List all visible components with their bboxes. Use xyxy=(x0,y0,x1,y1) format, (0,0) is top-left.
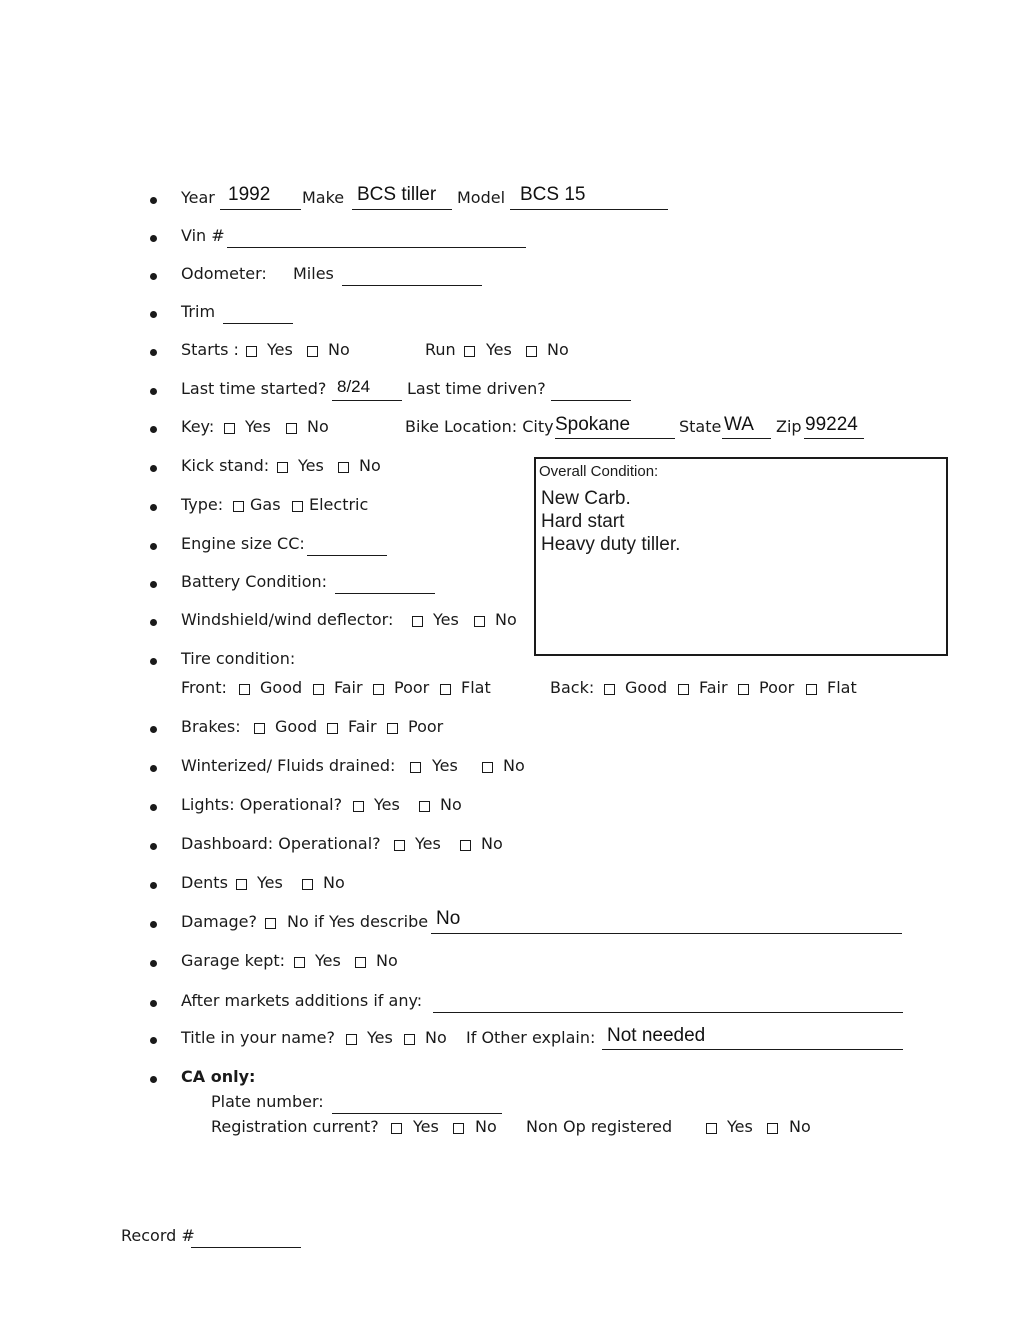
record-field-line[interactable] xyxy=(191,1247,301,1248)
starts-no-checkbox[interactable] xyxy=(307,346,318,357)
year-field-line[interactable] xyxy=(220,209,301,210)
bullet xyxy=(150,311,157,318)
kick-stand-no-label: No xyxy=(359,456,381,475)
non-op-yes-checkbox[interactable] xyxy=(706,1123,717,1134)
type-electric-checkbox[interactable] xyxy=(292,501,303,512)
overall-condition-text xyxy=(541,487,680,556)
starts-label: Starts : xyxy=(181,340,239,359)
lights-no-label: No xyxy=(440,795,462,814)
row-damage xyxy=(0,908,1024,938)
zip-field-line[interactable] xyxy=(804,438,864,439)
windshield-yes-checkbox[interactable] xyxy=(412,616,423,627)
starts-no-label: No xyxy=(328,340,350,359)
battery-field-line[interactable] xyxy=(335,593,435,594)
overall-condition-line: Heavy duty tiller. xyxy=(541,534,681,555)
trim-field-line[interactable] xyxy=(223,323,293,324)
back-fair-checkbox[interactable] xyxy=(678,684,689,695)
overall-condition-line: Hard start xyxy=(541,511,625,532)
explain-label: If Other explain: xyxy=(466,1028,596,1047)
type-electric-label: Electric xyxy=(309,495,369,514)
back-good-label: Good xyxy=(625,678,668,697)
back-flat-label: Flat xyxy=(827,678,857,697)
windshield-label: Windshield/wind deflector: xyxy=(181,610,394,629)
last-driven-field-line[interactable] xyxy=(551,400,631,401)
bullet xyxy=(150,1000,157,1007)
row-title xyxy=(0,1024,1024,1054)
miles-field-line[interactable] xyxy=(342,285,482,286)
bullet xyxy=(150,197,157,204)
dashboard-no-checkbox[interactable] xyxy=(460,840,471,851)
non-op-yes-label: Yes xyxy=(727,1117,753,1136)
row-last-started xyxy=(0,375,1024,405)
brakes-good-label: Good xyxy=(275,717,318,736)
overall-condition-title: Overall Condition: xyxy=(539,463,659,480)
back-fair-label: Fair xyxy=(699,678,728,697)
bullet xyxy=(150,843,157,850)
title-yes-checkbox[interactable] xyxy=(346,1034,357,1045)
row-key-location xyxy=(0,413,1024,443)
run-yes-checkbox[interactable] xyxy=(464,346,475,357)
damage-no-option-label: No if Yes describe xyxy=(287,912,429,931)
bullet xyxy=(150,921,157,928)
last-started-field-line[interactable] xyxy=(332,400,402,401)
front-poor-checkbox[interactable] xyxy=(373,684,384,695)
bullet xyxy=(150,581,157,588)
bullet xyxy=(150,1076,157,1083)
type-gas-label: Gas xyxy=(250,495,281,514)
model-label: Model xyxy=(457,188,506,207)
winterized-yes-checkbox[interactable] xyxy=(410,762,421,773)
key-no-checkbox[interactable] xyxy=(286,423,297,434)
state-label: State xyxy=(679,417,722,436)
last-started-value: 8/24 xyxy=(337,377,371,396)
front-fair-label: Fair xyxy=(334,678,363,697)
registration-no-checkbox[interactable] xyxy=(453,1123,464,1134)
key-yes-checkbox[interactable] xyxy=(224,423,235,434)
year-label: Year xyxy=(181,188,215,207)
bullet xyxy=(150,504,157,511)
type-label: Type: xyxy=(181,495,224,514)
bullet xyxy=(150,658,157,665)
engine-size-label: Engine size CC: xyxy=(181,534,305,553)
front-good-checkbox[interactable] xyxy=(239,684,250,695)
title-label: Title in your name? xyxy=(181,1028,335,1047)
bullet xyxy=(150,465,157,472)
row-lights xyxy=(0,791,1024,821)
odometer-label: Odometer: xyxy=(181,264,267,283)
row-tire-front-back xyxy=(0,674,1024,704)
trim-label: Trim xyxy=(181,302,216,321)
starts-yes-label: Yes xyxy=(267,340,293,359)
explain-field-line[interactable] xyxy=(602,1049,903,1050)
make-label: Make xyxy=(302,188,345,207)
damage-describe-field-line[interactable] xyxy=(431,933,902,934)
brakes-label: Brakes: xyxy=(181,717,241,736)
dents-no-checkbox[interactable] xyxy=(302,879,313,890)
back-poor-checkbox[interactable] xyxy=(738,684,749,695)
vin-field-line[interactable] xyxy=(227,247,526,248)
aftermarket-label: After markets additions if any: xyxy=(181,991,423,1010)
city-value: Spokane xyxy=(555,414,631,435)
aftermarket-field-line[interactable] xyxy=(433,1012,903,1013)
city-field-line[interactable] xyxy=(555,438,675,439)
registration-yes-checkbox[interactable] xyxy=(391,1123,402,1134)
engine-size-field-line[interactable] xyxy=(307,555,387,556)
vin-label: Vin # xyxy=(181,226,225,245)
registration-label: Registration current? xyxy=(211,1117,379,1136)
back-good-checkbox[interactable] xyxy=(604,684,615,695)
run-label: Run xyxy=(425,340,456,359)
brakes-poor-label: Poor xyxy=(408,717,444,736)
bullet xyxy=(150,388,157,395)
bullet xyxy=(150,726,157,733)
brakes-fair-checkbox[interactable] xyxy=(327,723,338,734)
row-year-make-model xyxy=(0,184,1024,214)
garage-no-label: No xyxy=(376,951,398,970)
brakes-poor-checkbox[interactable] xyxy=(387,723,398,734)
winterized-label: Winterized/ Fluids drained: xyxy=(181,756,396,775)
title-yes-label: Yes xyxy=(367,1028,393,1047)
winterized-yes-label: Yes xyxy=(432,756,458,775)
garage-yes-checkbox[interactable] xyxy=(294,957,305,968)
back-flat-checkbox[interactable] xyxy=(806,684,817,695)
make-value: BCS tiller xyxy=(357,184,437,205)
bullet xyxy=(150,804,157,811)
ca-only-label: CA only: xyxy=(181,1067,256,1086)
row-dashboard xyxy=(0,830,1024,860)
kick-stand-yes-checkbox[interactable] xyxy=(277,462,288,473)
row-winterized xyxy=(0,752,1024,782)
tire-condition-label: Tire condition: xyxy=(181,649,296,668)
brakes-fair-label: Fair xyxy=(348,717,377,736)
row-vin xyxy=(0,222,1024,252)
year-value: 1992 xyxy=(228,184,271,205)
miles-label: Miles xyxy=(293,264,334,283)
dents-label: Dents xyxy=(181,873,228,892)
zip-label: Zip xyxy=(776,417,802,436)
bullet xyxy=(150,543,157,550)
winterized-no-label: No xyxy=(503,756,525,775)
bullet xyxy=(150,882,157,889)
dashboard-no-label: No xyxy=(481,834,503,853)
kick-stand-label: Kick stand: xyxy=(181,456,270,475)
record-label: Record # xyxy=(121,1226,195,1245)
lights-label: Lights: Operational? xyxy=(181,795,343,814)
bullet xyxy=(150,619,157,626)
row-dents xyxy=(0,869,1024,899)
key-label: Key: xyxy=(181,417,215,436)
row-record xyxy=(0,1222,1024,1252)
front-poor-label: Poor xyxy=(394,678,430,697)
last-started-label: Last time started? xyxy=(181,379,327,398)
explain-value: Not needed xyxy=(607,1025,706,1046)
lights-no-checkbox[interactable] xyxy=(419,801,430,812)
row-odometer xyxy=(0,260,1024,290)
bullet xyxy=(150,235,157,242)
key-no-label: No xyxy=(307,417,329,436)
key-yes-label: Yes xyxy=(245,417,271,436)
dents-yes-checkbox[interactable] xyxy=(236,879,247,890)
damage-value: No xyxy=(436,908,461,929)
location-city-label: Bike Location: City xyxy=(405,417,554,436)
bullet xyxy=(150,1037,157,1044)
brakes-good-checkbox[interactable] xyxy=(254,723,265,734)
row-aftermarket xyxy=(0,987,1024,1017)
dashboard-yes-checkbox[interactable] xyxy=(394,840,405,851)
non-op-no-label: No xyxy=(789,1117,811,1136)
row-garage xyxy=(0,947,1024,977)
type-gas-checkbox[interactable] xyxy=(233,501,244,512)
front-fair-checkbox[interactable] xyxy=(313,684,324,695)
bullet xyxy=(150,960,157,967)
dents-yes-label: Yes xyxy=(257,873,283,892)
run-yes-label: Yes xyxy=(486,340,512,359)
row-registration xyxy=(0,1113,1024,1143)
kick-stand-no-checkbox[interactable] xyxy=(338,462,349,473)
row-trim xyxy=(0,298,1024,328)
model-field-line[interactable] xyxy=(510,209,668,210)
front-good-label: Good xyxy=(260,678,303,697)
last-driven-label: Last time driven? xyxy=(407,379,546,398)
row-tire-condition xyxy=(0,645,1024,675)
starts-yes-checkbox[interactable] xyxy=(246,346,257,357)
registration-yes-label: Yes xyxy=(413,1117,439,1136)
make-field-line[interactable] xyxy=(352,209,452,210)
row-starts-run xyxy=(0,336,1024,366)
tire-front-label: Front: xyxy=(181,678,227,697)
battery-label: Battery Condition: xyxy=(181,572,328,591)
damage-no-checkbox[interactable] xyxy=(265,918,276,929)
title-no-checkbox[interactable] xyxy=(404,1034,415,1045)
bullet xyxy=(150,765,157,772)
non-op-no-checkbox[interactable] xyxy=(767,1123,778,1134)
back-poor-label: Poor xyxy=(759,678,795,697)
bullet xyxy=(150,349,157,356)
garage-yes-label: Yes xyxy=(315,951,341,970)
title-no-label: No xyxy=(425,1028,447,1047)
plate-number-label: Plate number: xyxy=(211,1092,324,1111)
winterized-no-checkbox[interactable] xyxy=(482,762,493,773)
overall-condition-box[interactable] xyxy=(534,457,948,656)
lights-yes-label: Yes xyxy=(374,795,400,814)
state-value: WA xyxy=(724,414,754,435)
windshield-yes-label: Yes xyxy=(433,610,459,629)
damage-label: Damage? xyxy=(181,912,258,931)
row-brakes xyxy=(0,713,1024,743)
front-flat-label: Flat xyxy=(461,678,491,697)
garage-label: Garage kept: xyxy=(181,951,286,970)
zip-value: 99224 xyxy=(805,414,858,435)
run-no-checkbox[interactable] xyxy=(526,346,537,357)
non-op-label: Non Op registered xyxy=(526,1117,673,1136)
overall-condition-line: New Carb. xyxy=(541,488,631,509)
kick-stand-yes-label: Yes xyxy=(298,456,324,475)
dents-no-label: No xyxy=(323,873,345,892)
tire-back-label: Back: xyxy=(550,678,595,697)
dashboard-yes-label: Yes xyxy=(415,834,441,853)
dashboard-label: Dashboard: Operational? xyxy=(181,834,381,853)
state-field-line[interactable] xyxy=(722,438,771,439)
bullet xyxy=(150,273,157,280)
registration-no-label: No xyxy=(475,1117,497,1136)
model-value: BCS 15 xyxy=(520,184,586,205)
windshield-no-checkbox[interactable] xyxy=(474,616,485,627)
windshield-no-label: No xyxy=(495,610,517,629)
lights-yes-checkbox[interactable] xyxy=(353,801,364,812)
front-flat-checkbox[interactable] xyxy=(440,684,451,695)
garage-no-checkbox[interactable] xyxy=(355,957,366,968)
bullet xyxy=(150,426,157,433)
run-no-label: No xyxy=(547,340,569,359)
